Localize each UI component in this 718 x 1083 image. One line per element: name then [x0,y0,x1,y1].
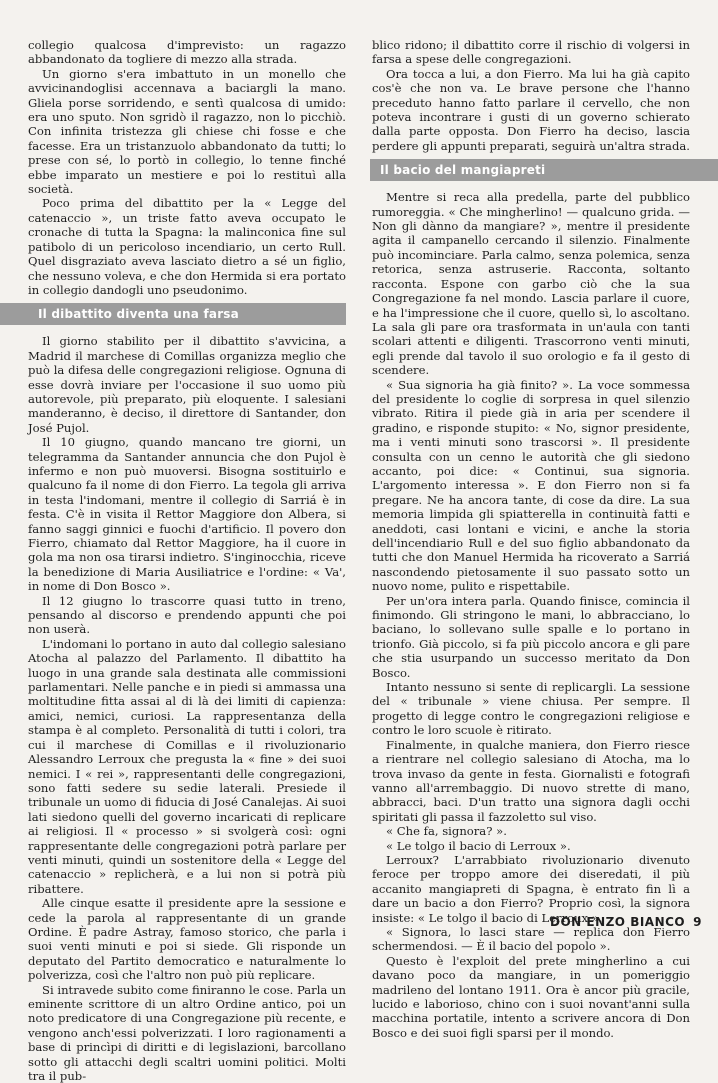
paragraph: L'indomani lo portano in auto dal collegio salesiano Atocha al palazzo del Parlamento. Il dibattito ha luogo in una grande sala destinata alle commissioni parlamentari. Nelle panche e in piedi si ammassa una moltitudine fitta assai al di là dei limiti di capienza: amici, nemici, curiosi. La rappresentanza della stampa è al completo. Personalità di tutti i colori, tra cui il marchese di Comillas e il rivoluzionario Alessandro Lerroux che pregusta la « fine » dei suoi nemici. I « rei », rappresentanti delle congregazioni, sono fatti sedere su sedie laterali. Presiede il tribunale un uomo di fiducia di José Canalejas. Ai suoi lati siedono quelli del governo incaricati di replicare ai religiosi. Il « processo » si svolgerà così: ogni rappresentante delle congregazioni potrà parlare per venti minuti, quindi un sostenitore della « Legge del catenaccio » replicherà, e a lui non si potrà più ribattere. [28,636,346,896]
paragraph: « Che fa, signora? ». [386,824,507,839]
paragraph: Intanto nessuno si sente di replicargli. La sessione del « tribunale » viene chiusa. Per sempre. Il progetto di legge contro le congregazioni religiose e contro le loro scuole è ritirato. [372,680,690,738]
paragraph: Si intravede subito come finiranno le cose. Parla un eminente scrittore di un altro Ordine antico, poi un noto predicatore di una Congregazione più recente, e vengono anch'essi polverizzati. I loro ragionamenti a base di princìpi di diritti e di legislazioni, barcollano sotto gli attacchi degli scaltri uomini politici. Molti tra il pub- [28,982,346,1083]
page-number: 9 [693,915,702,929]
paragraph: collegio qualcosa d'imprevisto: un ragazzo abbandonato da togliere di mezzo alla strada. [28,38,346,67]
right-column [372,38,690,1040]
paragraph: Il 12 giugno lo trascorre quasi tutto in treno, pensando al discorso e prendendo appunti che poi non userà. [28,593,346,637]
paragraph: Il giorno stabilito per il dibattito s'avvicina, a Madrid il marchese di Comillas organizza meglio che può la difesa delle congregazioni religiose. Ognuna di esse dovrà inviare per l'occasione il suo uomo più autorevole, più preparato, più eloquente. I salesiani manderanno, è deciso, il direttore di Santander, don José Pujol. [28,334,346,435]
paragraph: blico ridono; il dibattito corre il rischio di volgersi in farsa a spese delle congregazioni. [372,38,690,67]
paragraph: Finalmente, in qualche maniera, don Fierro riesce a rientrare nel collegio salesiano di Atocha, ma lo trova invaso da gente in festa. Giornalisti e fotografi vanno all'arrembaggio. Di nuovo strette di mano, abbracci, baci. D'un tratto una signora dagli occhi spiritati gli passa il fazzoletto sul viso. [372,737,690,824]
paragraph: Per un'ora intera parla. Quando finisce, comincia il finimondo. Gli stringono le mani, lo abbracciano, lo baciano, lo sollevano sulle spalle e lo portano in trionfo. Già piccolo, si fa più piccolo ancora e gli pare che stia usurpando un successo meritato da Don Bosco. [372,593,690,680]
left-column [28,38,346,1083]
paragraph: Poco prima del dibattito per la « Legge del catenaccio », un triste fatto aveva occupato le cronache di tutta la Spagna: la malinconica fine sul patibolo di un pericoloso incendiario, un certo Rull. Quel disgraziato aveva lasciato dietro a sé un figlio, che nessuno voleva, e che don Hermida si era portato in collegio dandogli uno pseudonimo. [28,196,346,297]
paragraph: Questo è l'exploit del prete mingherlino a cui davano poco da mangiare, in un pomeriggio madrileno del lontano 1911. Ora è ancor più gracile, lucido e laborioso, chino con i suoi novant'anni sulla macchina portatile, intento a scrivere ancora di Don Bosco e dei suoi figli sparsi per il mondo. [372,953,690,1040]
paragraph: Ora tocca a lui, a don Fierro. Ma lui ha già capito cos'è che non va. Le brave persone che l'hanno preceduto hanno fatto parlare il cervello, che non poteva incontrare i gusti di un governo schierato dalla parte opposta. Don Fierro ha deciso, lascia perdere gli appunti preparati, seguirà un'altra strada. [372,66,690,153]
paragraph: « Signora, lo lasci stare — replica don Fierro schermendosi. — È il bacio del popolo ». [372,924,690,954]
author-name: DON ENZO BIANCO [549,915,686,929]
paragraph: Mentre si reca alla predella, parte del pubblico rumoreggia. « Che mingherlino! — qualcuno grida. — Non gli dànno da mangiare? », mentre il presidente agita il campanello cercando il silenzio. Finalmente può incominciare. Parla calmo, senza polemica, senza retorica, senza astruserie. Racconta, soltanto racconta. Espone con garbo ciò che la sua Congregazione fa nel mondo. Lascia parlare il cuore, e ha l'impressione che il cuore, quello sì, lo ascoltano. La sala gli pare ora trasformata in un'aula con tanti scolari attenti e diligenti. Trascorrono venti minuti, egli prende dal tavolo il suo orologio e fa il gesto di scendere. [372,190,690,378]
paragraph: Un giorno s'era imbattuto in un monello che avvicinandoglisi accennava a baciargli la mano. Gliela porse sorridendo, e sentì qualcosa di umido: era uno sputo. Non sgridò il ragazzo, non lo picchiò. Con infinita tristezza gli chiese chi fosse e che facesse. Era un tristanzuolo abbandonato da tutti; lo prese con sé, lo portò in collegio, lo tenne finché ebbe imparato un mestiere e poi lo restituì alla società. [28,66,346,197]
paragraph: Lerroux? L'arrabbiato rivoluzionario divenuto feroce per troppo amore dei diseredati, il più accanito mangiapreti di Spagna, è entrato fin lì a dare un bacio a don Fierro? Proprio così, la signora insiste: « Le tolgo il bacio di Lerroux ». [372,852,690,925]
page-footer [550,915,702,929]
section-heading: Il dibattito diventa una farsa [0,303,346,325]
paragraph: « Sua signoria ha già finito? ». La voce sommessa del presidente lo coglie di sorpresa in quel silenzio vibrato. Ritira il piede già in aria per scendere il gradino, e risponde stupito: « No, signor presidente, ma i venti minuti sono trascorsi ». Il presidente consulta con un cenno le autorità che gli siedono accanto, poi dice: « Continui, sua signoria. L'argomento interessa ». E don Fierro non si fa pregare. Ne ha ancora tante, di cose da dire. La sua memoria limpida gli spiatterella in continuità fatti e aneddoti, casi lontani e vicini, e anche la storia dell'incendiario Rull e del suo figlio abbandonato da tutti che don Manuel Hermida ha ricoverato a Sarriá nascondendo pietosamente il suo passato sotto un nuovo nome, pulito e rispettabile. [372,377,690,594]
paragraph: « Le tolgo il bacio di Lerroux ». [386,838,571,853]
section-heading: Il bacio del mangiapreti [370,159,718,181]
paragraph: Alle cinque esatte il presidente apre la sessione e cede la parola al rappresentante di un grande Ordine. È padre Astray, famoso storico, che parla i suoi venti minuti e poi si siede. Gli risponde un deputato del Partito democratico e naturalmente lo polverizza, così che l'altro non può più replicare. [28,896,346,983]
paragraph: Il 10 giugno, quando mancano tre giorni, un telegramma da Santander annuncia che don Pujol è infermo e non può muoversi. Bisogna sostituirlo e qualcuno fa il nome di don Fierro. La tegola gli arriva in testa l'indomani, mentre il collegio di Sarriá è in festa. C'è in visita il Rettor Maggiore don Albera, si fanno saggi ginnici e fuochi d'artificio. Il povero don Fierro, chiamato dal Rettor Maggiore, ha il cuore in gola ma non osa tirarsi indietro. S'inginocchia, riceve la benedizione di Maria Ausiliatrice e l'ordine: « Va', in nome di Don Bosco ». [28,435,346,594]
